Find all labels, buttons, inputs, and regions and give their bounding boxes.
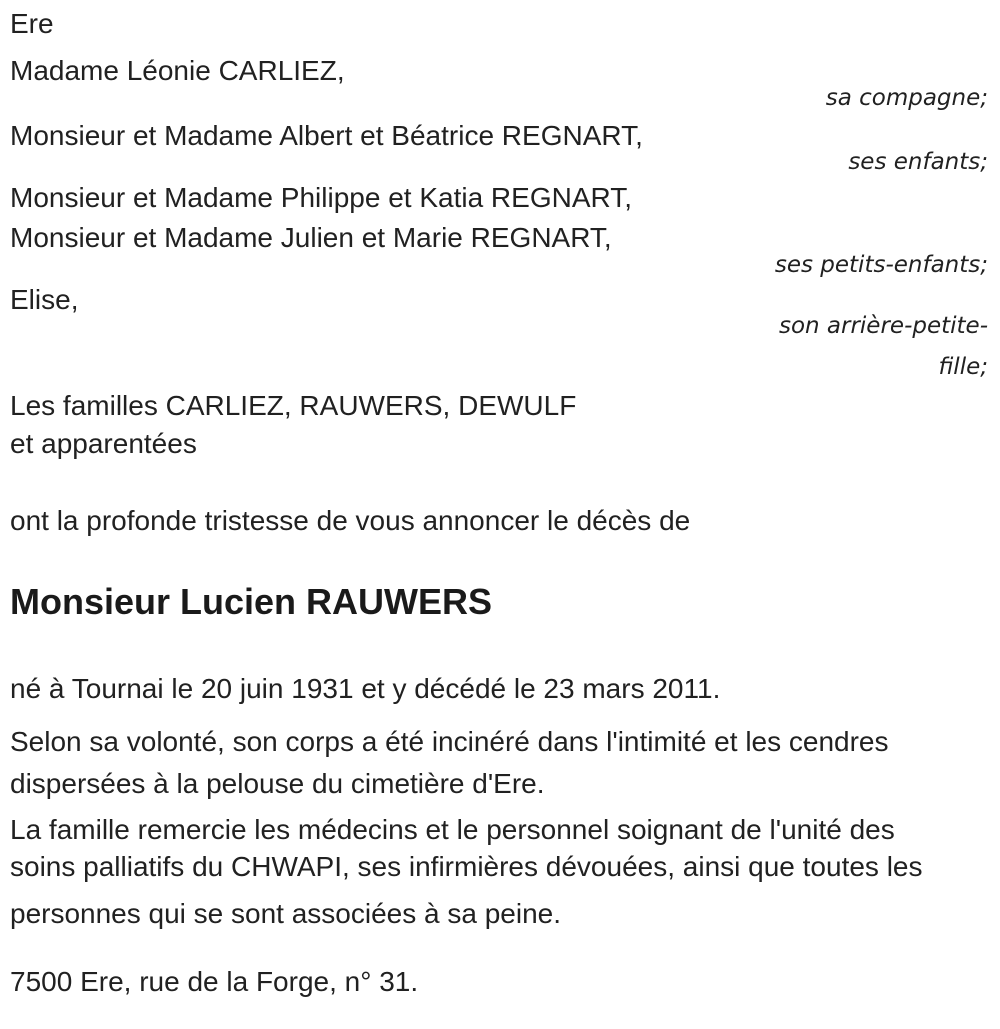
announcement-intro-line: ont la profonde tristesse de vous annoncer le décès de — [10, 505, 691, 536]
families-line-1: Les familles CARLIEZ, RAUWERS, DEWULF — [10, 390, 577, 421]
cremation-line-1: Selon sa volonté, son corps a été incinéré dans l'intimité et les cendres — [10, 726, 889, 757]
thanks-line-1: La famille remercie les médecins et le personnel soignant de l'unité des — [10, 814, 895, 845]
address-line: 7500 Ere, rue de la Forge, n° 31. — [10, 966, 419, 997]
cremation-line-2: dispersées à la pelouse du cimetière d'Ere. — [10, 768, 545, 799]
place-line: Ere — [10, 8, 54, 39]
families-line-2: et apparentées — [10, 428, 197, 459]
thanks-line-3: personnes qui se sont associées à sa peine. — [10, 898, 562, 929]
companion-name-line: Madame Léonie CARLIEZ, — [10, 55, 345, 86]
birth-death-line: né à Tournai le 20 juin 1931 et y décédé le 23 mars 2011. — [10, 673, 721, 704]
great-grandchild-relation-line-1: son arrière-petite- — [778, 313, 988, 339]
children-names-line: Monsieur et Madame Albert et Béatrice REGNART, — [10, 120, 643, 151]
children-relation-line: ses enfants; — [848, 149, 988, 175]
great-grandchild-relation-line-2: fille; — [938, 354, 988, 380]
thanks-line-2: soins palliatifs du CHWAPI, ses infirmières dévouées, ainsi que toutes les — [10, 851, 923, 882]
great-grandchild-name-line: Elise, — [10, 284, 79, 315]
grandchildren-relation-line: ses petits-enfants; — [774, 252, 988, 278]
companion-relation-line: sa compagne; — [825, 85, 988, 111]
deceased-name: Monsieur Lucien RAUWERS — [10, 581, 493, 622]
grandchildren-names-line-2: Monsieur et Madame Julien et Marie REGNART, — [10, 222, 612, 253]
grandchildren-names-line-1: Monsieur et Madame Philippe et Katia REGNART, — [10, 182, 632, 213]
